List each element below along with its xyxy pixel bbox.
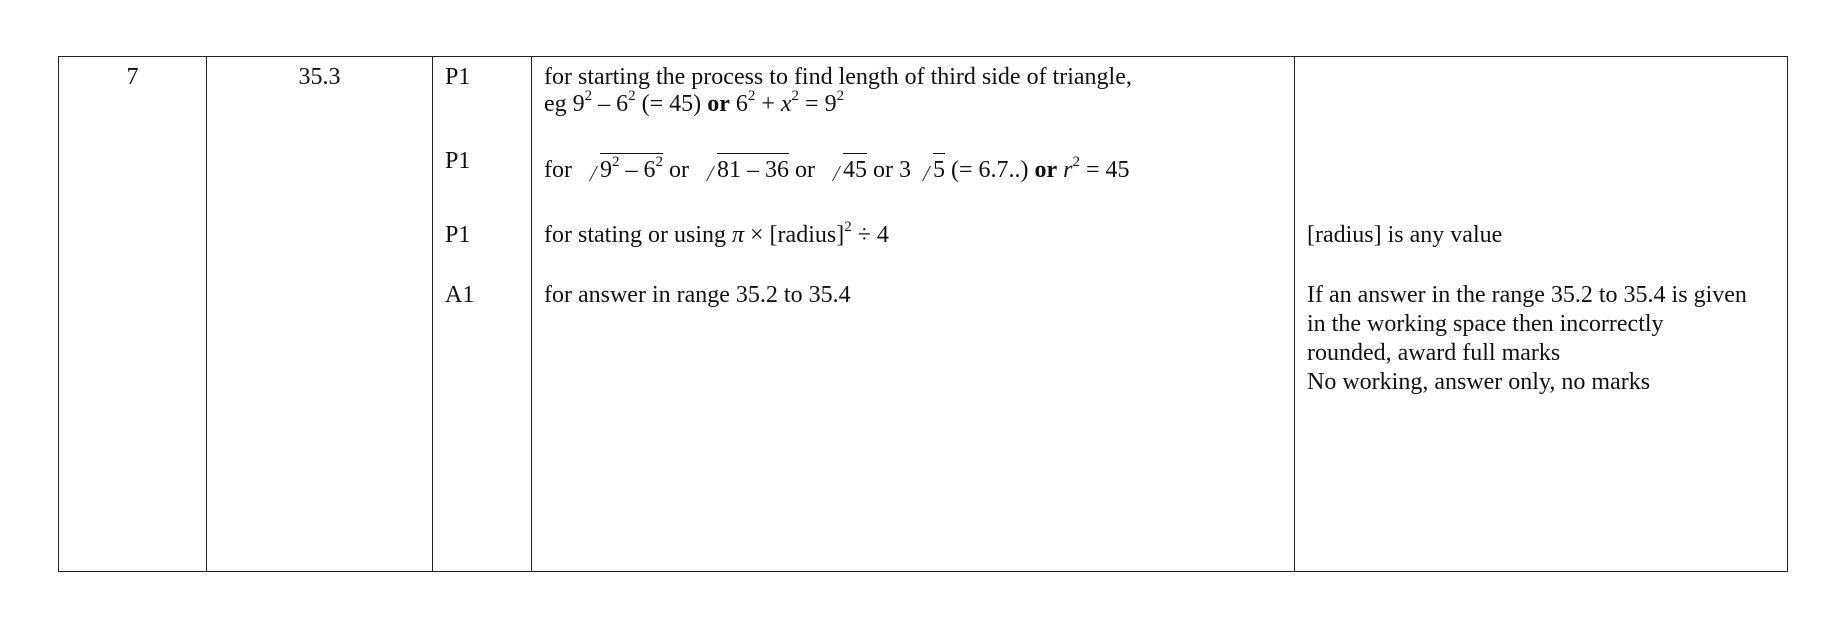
- additional-guidance-line: rounded, award full marks: [1307, 340, 1561, 366]
- notes-math-line: eg $9^2 - 6^2$ (= 45) or $6^2 + x^2 = 9^2$: [544, 88, 845, 117]
- additional-guidance-line: in the working space then incorrectly: [1307, 311, 1664, 337]
- notes-line: for starting the process to find length of third side of triangle,: [544, 64, 1132, 90]
- notes-area-line: for stating or using π × [radius]$^2$ ÷ 4: [544, 219, 889, 248]
- mark-code: P1: [445, 222, 471, 248]
- notes-answer-range-line: for answer in range 35.2 to 35.4: [544, 282, 851, 308]
- answer-value: 35.3: [298, 64, 341, 90]
- additional-guidance-line: If an answer in the range 35.2 to 35.4 is given: [1307, 282, 1747, 308]
- mark-column: [433, 57, 532, 571]
- additional-guidance-line: No working, answer only, no marks: [1307, 369, 1651, 395]
- answer-column: [207, 57, 433, 571]
- square-root-icon: 45: [827, 153, 867, 185]
- mark-notes-column: [532, 57, 1295, 571]
- notes-square-root-line: for $9^2 - 6^2$ or 81 – 36 or 45 or 3 5 (= 6.7..) or $r^2 = 45$: [544, 154, 1130, 183]
- additional-guidance-column: [1295, 57, 1789, 571]
- additional-guidance-line: [radius] is any value: [1307, 222, 1503, 248]
- mark-code: P1: [445, 64, 471, 90]
- mark-code: P1: [445, 148, 471, 174]
- question-number: 7: [126, 64, 139, 90]
- square-root-icon: 5: [917, 153, 945, 185]
- question-number-column: [59, 57, 207, 571]
- mark-scheme-table: [58, 56, 1788, 572]
- mark-code: A1: [445, 282, 475, 308]
- square-root-icon: 81 – 36: [701, 153, 789, 185]
- square-root-icon: $9^2 - 6^2$: [584, 153, 663, 185]
